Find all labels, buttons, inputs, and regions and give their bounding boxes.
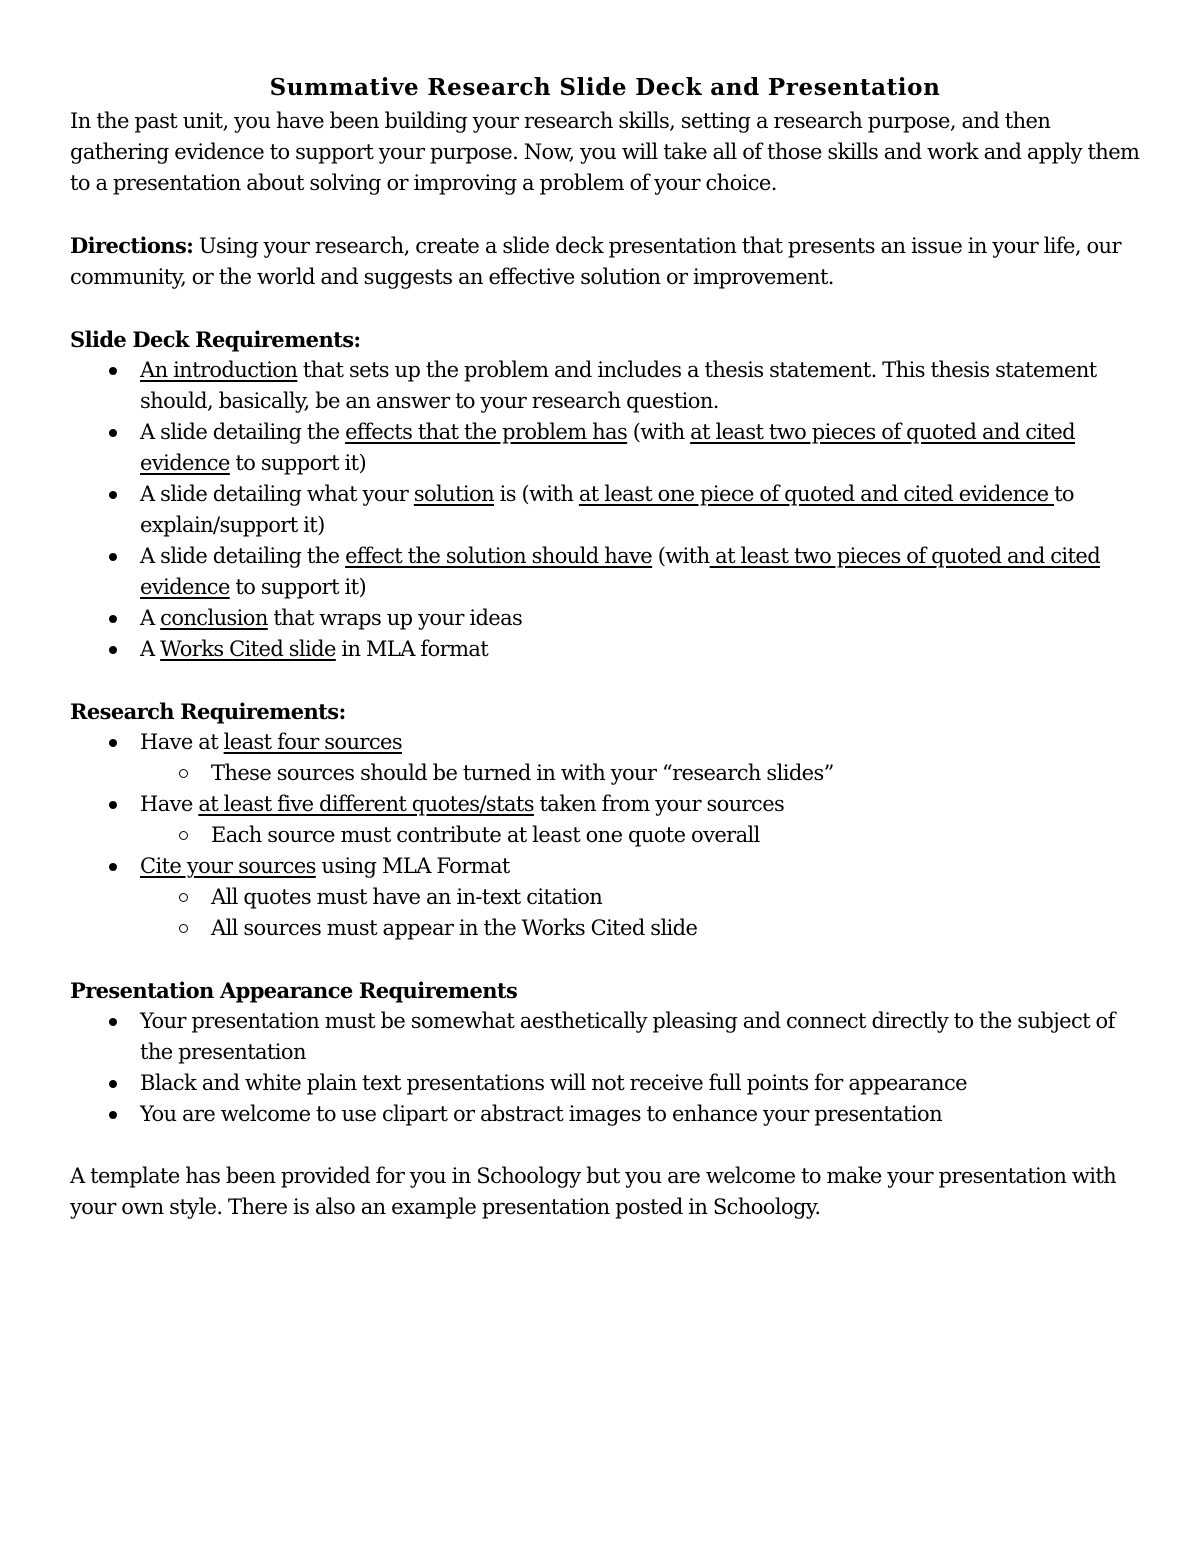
directions-paragraph (70, 230, 1140, 293)
list-item (140, 355, 1140, 417)
item-text: that wraps up your ideas (267, 606, 523, 630)
list-item (140, 789, 1140, 851)
spacer (70, 944, 1140, 975)
item-text: A slide detailing the (140, 544, 346, 568)
item-text: A (140, 637, 161, 661)
slide-deck-heading: Slide Deck Requirements: (70, 327, 361, 352)
spacer (70, 199, 1140, 230)
item-text: is (with (494, 482, 579, 506)
list-item (140, 541, 1140, 603)
list-item (140, 851, 1140, 944)
list-item: Your presentation must be somewhat aesthetically pleasing and connect directly to the subject of the presentation (140, 1006, 1140, 1068)
spacer (70, 1130, 1140, 1161)
item-text: to explain/support it) (140, 482, 1074, 537)
underlined-text: Works Cited slide (160, 637, 336, 661)
underlined-text: effects that the problem has (345, 420, 628, 444)
item-text: using MLA Format (315, 854, 510, 878)
item-text: A slide detailing the (140, 420, 346, 444)
sub-list-item: Each source must contribute at least one quote overall (211, 820, 1140, 851)
sub-list (140, 820, 1140, 851)
directions-text: Using your research, create a slide deck presentation that presents an issue in your life, our community, or the world and suggests an effective solution or improvement. (70, 234, 1121, 289)
item-text: (with (627, 420, 691, 444)
underlined-text: least four sources (223, 730, 402, 754)
list-item (140, 603, 1140, 634)
item-text: (with (652, 544, 710, 568)
sub-list (140, 758, 1140, 789)
intro-paragraph: In the past unit, you have been building your research skills, setting a research purpose, and then gathering evidence to support your purpose. Now, you will take all of those skills and work and apply them to a presentation about solving or improving a problem of your choice. (70, 109, 1140, 195)
underlined-text: conclusion (160, 606, 268, 630)
sub-list-item: These sources should be turned in with your “research slides” (211, 758, 1140, 789)
sub-list (140, 882, 1140, 944)
item-text: to support it) (229, 451, 367, 475)
item-text: to support it) (229, 575, 367, 599)
document-page (70, 70, 1140, 1223)
list-item: Black and white plain text presentations will not receive full points for appearance (140, 1068, 1140, 1099)
list-item (140, 634, 1140, 665)
underlined-text: at least one piece of quoted and cited evidence (578, 482, 1055, 506)
directions-label: Directions: (70, 233, 194, 258)
item-text: A (140, 606, 161, 630)
sub-list-item: All quotes must have an in-text citation (211, 882, 1140, 913)
underlined-text: An introduction (140, 358, 298, 382)
slide-deck-list (70, 355, 1140, 665)
list-item: You are welcome to use clipart or abstract images to enhance your presentation (140, 1099, 1140, 1130)
research-list (70, 727, 1140, 944)
item-text: taken from your sources (533, 792, 785, 816)
list-item (140, 479, 1140, 541)
spacer (70, 665, 1140, 696)
sub-list-item: All sources must appear in the Works Cited slide (211, 913, 1140, 944)
underlined-text: at least five different quotes/stats (198, 792, 534, 816)
appearance-heading: Presentation Appearance Requirements (70, 978, 518, 1003)
appearance-list (70, 1006, 1140, 1130)
research-heading: Research Requirements: (70, 699, 346, 724)
item-text: Have at (140, 730, 224, 754)
closing-paragraph: A template has been provided for you in Schoology but you are welcome to make your presentation with your own style. There is also an example presentation posted in Schoology. (70, 1164, 1117, 1219)
underlined-text: solution (413, 482, 494, 506)
list-item (140, 417, 1140, 479)
item-text: in MLA format (335, 637, 489, 661)
list-item (140, 727, 1140, 789)
item-text: A slide detailing what your (140, 482, 414, 506)
underlined-text: at least two pieces of quoted and cited evidence (140, 420, 1076, 475)
document-title: Summative Research Slide Deck and Presentation (269, 74, 941, 101)
underlined-text: Cite your sources (140, 854, 316, 878)
underlined-text: at least two pieces of quoted and cited evidence (140, 544, 1101, 599)
item-text: Have (140, 792, 199, 816)
underlined-text: effect the solution should have (345, 544, 653, 568)
spacer (70, 293, 1140, 324)
item-text: that sets up the problem and includes a thesis statement. This thesis statement should, basically, be an answer to your research question. (140, 358, 1097, 413)
